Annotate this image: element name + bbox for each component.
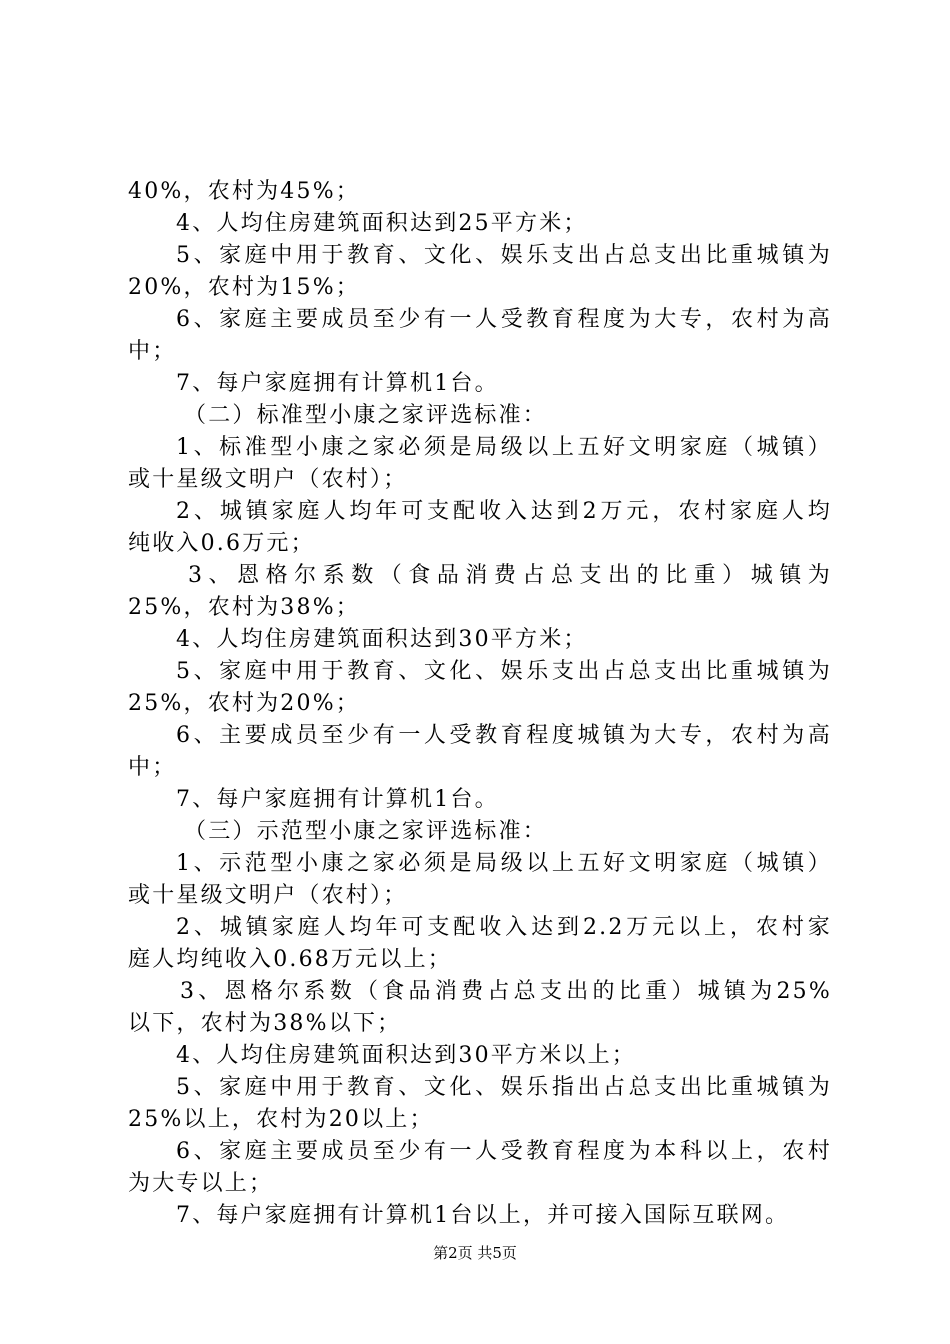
text-line: 中； bbox=[128, 755, 177, 780]
text-line: 2、城镇家庭人均年可支配收入达到2.2万元以上，农村家 bbox=[176, 915, 832, 940]
page-number-label: 第2页 共5页 bbox=[433, 1244, 517, 1262]
text-line: （二）标准型小康之家评选标准： bbox=[184, 403, 548, 428]
text-line: 6、家庭主要成员至少有一人受教育程度为本科以上，农村 bbox=[176, 1139, 832, 1164]
text-line: 5、家庭中用于教育、文化、娱乐支出占总支出比重城镇为 bbox=[176, 243, 832, 268]
document-body bbox=[128, 176, 832, 1232]
text-line: 1、标准型小康之家必须是局级以上五好文明家庭（城镇） bbox=[176, 435, 832, 460]
text-line: 4、人均住房建筑面积达到30平方米； bbox=[176, 627, 588, 652]
text-line: 5、家庭中用于教育、文化、娱乐指出占总支出比重城镇为 bbox=[176, 1075, 832, 1100]
text-line: 7、每户家庭拥有计算机1台以上，并可接入国际互联网。 bbox=[176, 1203, 790, 1228]
text-line: 25%，农村为20%； bbox=[128, 691, 360, 716]
text-line: 25%，农村为38%； bbox=[128, 595, 360, 620]
text-line: 4、人均住房建筑面积达到25平方米； bbox=[176, 211, 588, 236]
text-line: 7、每户家庭拥有计算机1台。 bbox=[176, 371, 499, 396]
text-line: 1、示范型小康之家必须是局级以上五好文明家庭（城镇） bbox=[176, 851, 832, 876]
text-line: 3、恩格尔系数（食品消费占总支出的比重）城镇为25% bbox=[180, 979, 832, 1004]
page-footer bbox=[0, 1243, 950, 1263]
text-line: 20%，农村为15%； bbox=[128, 275, 360, 300]
text-line: 以下，农村为38%以下； bbox=[128, 1011, 402, 1036]
text-line: 或十星级文明户（农村）； bbox=[128, 467, 408, 492]
text-line: 纯收入0.6万元； bbox=[128, 531, 315, 556]
text-line: 25%以上，农村为20以上； bbox=[128, 1107, 434, 1132]
text-line: 7、每户家庭拥有计算机1台。 bbox=[176, 787, 499, 812]
text-line: 4、人均住房建筑面积达到30平方米以上； bbox=[176, 1043, 636, 1068]
text-line: 6、家庭主要成员至少有一人受教育程度为大专，农村为高 bbox=[176, 307, 832, 332]
text-line: 中； bbox=[128, 339, 177, 364]
text-line: （三）示范型小康之家评选标准： bbox=[184, 819, 548, 844]
text-line: 6、主要成员至少有一人受教育程度城镇为大专，农村为高 bbox=[176, 723, 832, 748]
text-line: 2、城镇家庭人均年可支配收入达到2万元，农村家庭人均 bbox=[176, 499, 832, 524]
text-line: 庭人均纯收入0.68万元以上； bbox=[128, 947, 452, 972]
text-line: 为大专以上； bbox=[128, 1171, 274, 1196]
text-line: 40%，农村为45%； bbox=[128, 179, 360, 204]
text-line: 或十星级文明户（农村）； bbox=[128, 883, 408, 908]
text-line: 5、家庭中用于教育、文化、娱乐支出占总支出比重城镇为 bbox=[176, 659, 832, 684]
text-line: 3、恩格尔系数（食品消费占总支出的比重）城镇为 bbox=[188, 563, 832, 588]
